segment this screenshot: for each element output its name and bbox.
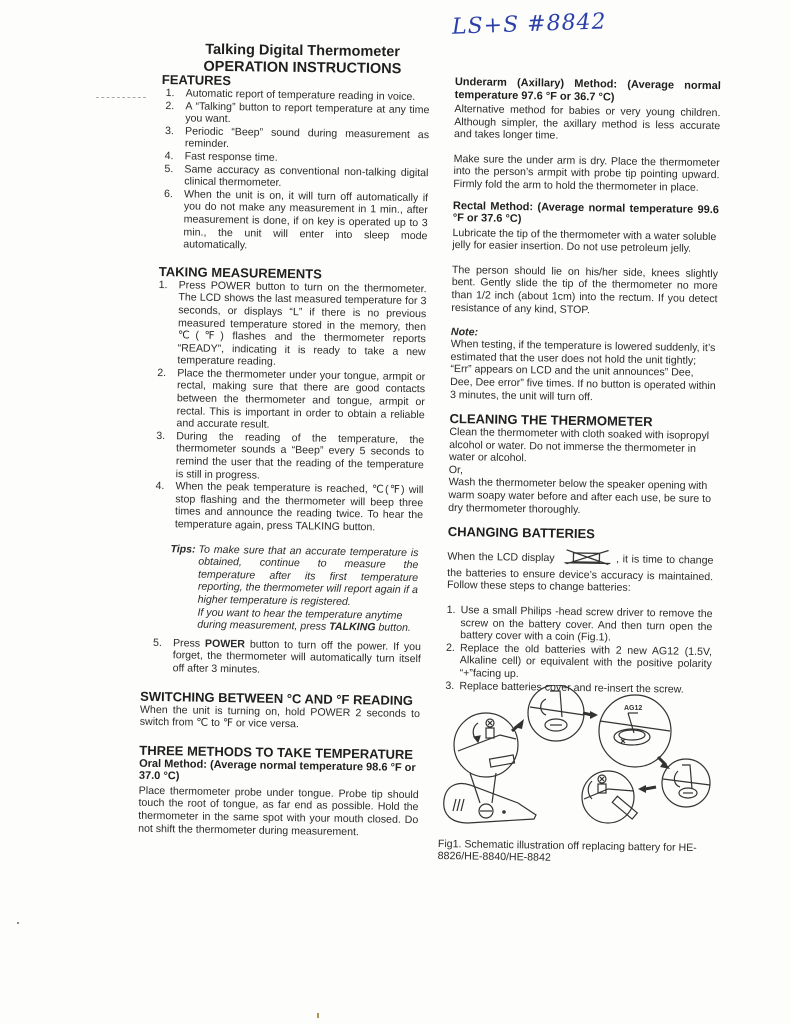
oral-method-text: Place thermometer probe under tongue. Probe tip should touch the root of tongue, as far end as possible. Hold the thermometer in the same spot with your mouth closed. Do not shift the thermometer during measurement. [138,784,419,838]
battery-steps-list [445,604,712,696]
list-item: 1. Automatic report of temperature reading in voice. [165,87,416,103]
rectal-section [451,200,719,319]
features-list [163,87,430,255]
list-item: 3. During the reading of the temperature, the thermometer sounds a “Beep” every 5 seconds to remind the user that the reading of the temperature is still in progress. [156,429,425,482]
list-item: 2. Replace the old batteries with 2 new AG12 (1.5V, Alkaline cell) or equivalent with the positive polarity “+”facing up. [445,641,713,681]
tips-text: To make sure that an accurate temperature is obtained, continue to measure the temperature after its first temperature reporting, the thermometer will report again if a higher temperature is registered. [197,543,419,608]
taking-measurements-heading: TAKING MEASUREMENTS [158,263,322,282]
list-item: 5. Press POWER button to turn off the power. If you forget, the thermometer will automatically turn itself off after 3 minutes. [152,636,422,676]
note-label: Note: [450,326,479,339]
cleaning-text-2: Wash the thermometer below the speaker opening with warm soapy water before and after each use, be sure to dry thermometer thoroughly. [448,476,712,516]
features-section [159,72,430,255]
taking-measurements-section [153,264,427,679]
cleaning-text-1: Clean the thermometer with cloth soaked with isopropyl alcohol or water. Do not immerse the thermometer in water or alcohol. [448,426,710,465]
tips-label: Tips: [170,542,196,556]
list-item: 3. Replace batteries cover and re-insert the screw. [445,679,684,696]
underarm-section [453,76,721,195]
step-circle-close-cover [662,759,710,807]
figure-caption: Fig1. Schematic illustration off replacing battery for HE-8826/HE-8840/HE-8842 [437,838,697,864]
list-item: 5. Same accuracy as conventional non-talking digital clinical thermometer. [164,162,429,190]
cleaning-section [448,411,716,518]
switching-section [140,688,421,733]
step-circle-open-cover [528,685,584,741]
battery-replacement-figure [438,685,738,825]
oral-method-heading: Oral Method: (Average normal temperature 98.6 °F or 37.0 °C) [138,757,416,783]
list-item: 4. Fast response time. [164,150,278,164]
underarm-method-heading: Underarm (Axillary) Method: (Average normal temperature 97.6 °F or 36.7 °C) [454,76,721,104]
batteries-section [445,524,714,696]
rectal-method-heading: Rectal Method: (Average normal temperature 99.6 °F or 37.6 °C) [452,199,720,226]
batteries-intro: When the LCD display , it is time to change the batteries to ensure device’s accuracy is maintained. Follow these steps to change batteries: [446,550,714,595]
list-item: 6. When the unit is on, it will turn off automatically if you do not make any measurement in 1 min., after measurement is done, if on key is operated up to 3 min., the unit will enter into sleep mode automatically. [163,187,429,252]
scan-speck [17,922,19,924]
thermometer-drawing [444,784,536,823]
note-text: When testing, if the temperature is lowered suddenly, it’s estimated that the user does not hold the unit tightly; “Err” appears on LCD and the unit announces” Dee, Dee, Dee error” five times. If no button is operated within 3 minutes, the unit will turn off. [449,338,716,403]
list-item: 4. When the peak temperature is reached, ℃(℉) will stop flashing and the thermometer will beep three times and announce the reading twice. To hear the temperature again, press TALKING button. [155,480,424,534]
cleaning-or: Or, [448,463,464,477]
list-item: 1. Press POWER button to turn on the thermometer. The LCD shows the last measured temperature for 3 seconds, or displays “L” if there is no previous measured temperature stored in the memory, then ℃(℉) flashes and the thermometer reports “READY”, indicating it is ready to take a new temperature reading. [158,278,427,369]
note-section [450,326,717,405]
list-item: 1. Use a small Philips -head screw driver to remove the screw on the battery cover. And then turn open the battery cover with a coin (Fig.1). [446,603,713,644]
tips-text-2: If you want to hear the temperature anytime during measurement, press TALKING button. [197,606,411,635]
right-column [445,76,721,696]
left-column [138,72,430,839]
features-heading: FEATURES [161,72,232,89]
title-line-1: Talking Digital Thermometer [205,41,401,61]
title-line-2: OPERATION INSTRUCTIONS [203,58,402,78]
list-item: 3. Periodic “Beep” sound during measurement as reminder. [164,124,430,151]
list-item: 2. Place the thermometer under your tongue, armpit or rectal, making sure that there are good contacts between the thermometer and tongue, armpit or rectal. This is important in order to obtain a reliable and accurate result. [157,366,426,431]
measurements-list [155,279,427,535]
step-circle-reinsert-screw [582,771,637,823]
three-methods-heading: THREE METHODS TO TAKE TEMPERATURE [139,742,414,762]
switching-heading: SWITCHING BETWEEN °C AND °F READING [140,688,414,708]
scan-mark [96,97,146,98]
handwritten-note: LS+S #8842 [451,9,607,40]
battery-label: AG12 [624,705,643,712]
scan-speck [317,1013,319,1018]
step-circle-remove-screw [454,713,518,777]
list-item: 2. A “Talking” button to report temperature at any time you want. [165,99,430,126]
switching-text: When the unit is turning on, hold POWER 2 seconds to switch from ℃ to ℉ or vice versa. [139,703,421,731]
rectal-text-2: The person should lie on his/her side, knees slightly bent. Gently slide the tip of the thermometer no more than 1/2 inch (about 1cm) into the rectum. If you detect resistance of any kind, STOP. [451,263,719,316]
arrow-icon [638,785,646,793]
underarm-text-2: Make sure the under arm is dry. Place the thermometer into the person’s armpit with probe tip pointing upward. Firmly fold the arm to hold the thermometer in place. [453,152,720,194]
low-battery-icon [564,549,610,569]
three-methods-section [138,742,419,839]
underarm-text-1: Alternative method for babies or very young children. Although simpler, the axillary method is less accurate and takes longer time. [453,102,721,142]
batteries-heading: CHANGING BATTERIES [447,524,596,542]
rectal-text-1: Lubricate the tip of the thermometer with a water soluble jelly for easier insertion. Do not use petroleum jelly. [452,226,717,255]
tips-block [169,543,422,635]
cleaning-heading: CLEANING THE THERMOMETER [449,411,653,430]
